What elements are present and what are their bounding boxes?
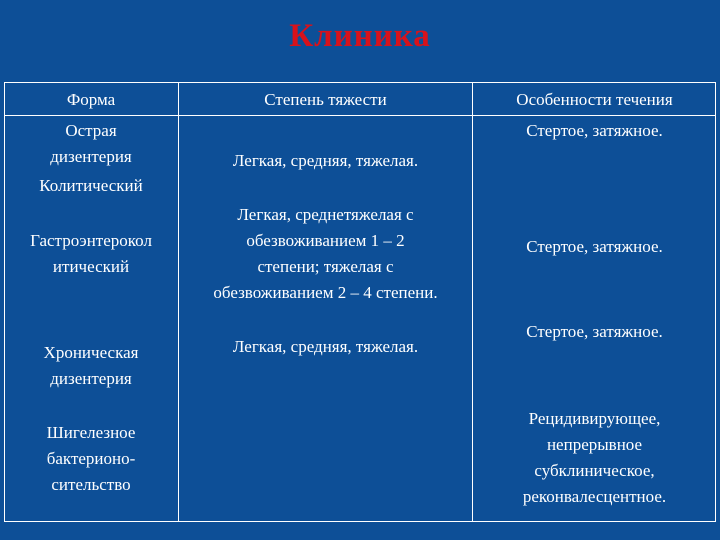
header-divider (4, 115, 716, 116)
row-1-form: Острая дизентерия (50, 121, 132, 166)
slide-title: Клиника (289, 18, 431, 54)
table-border-bottom (4, 521, 716, 522)
header-course: Особенности течения (516, 90, 673, 109)
row-4-course: Рецидивирующее, непрерывное субклиническое, реконвалесцентное. (522, 409, 667, 506)
row-1-severity: Легкая, средняя, тяжелая. (232, 151, 419, 170)
row-1-form-sub: Колитический (39, 176, 143, 195)
row-2-severity: Легкая, среднетяжелая с обезвоживанием 1 – 2 степени; тяжелая с обезвоживанием 2 – 4 степени. (213, 205, 438, 302)
clinic-table (4, 82, 716, 522)
row-4-form: Шигелезное бактерионо- сительство (46, 423, 136, 494)
row-2-course: Стертое, затяжное. (526, 237, 663, 256)
row-1-course: Стертое, затяжное. (526, 121, 663, 140)
row-3-course: Стертое, затяжное. (526, 322, 663, 341)
row-3-form: Хроническая дизентерия (43, 343, 139, 388)
header-severity: Степень тяжести (264, 90, 387, 109)
row-3-severity: Легкая, средняя, тяжелая. (232, 337, 419, 356)
header-form: Форма (66, 90, 116, 109)
row-2-form: Гастроэнтерокол итический (30, 231, 152, 276)
table-border-top (4, 82, 716, 83)
